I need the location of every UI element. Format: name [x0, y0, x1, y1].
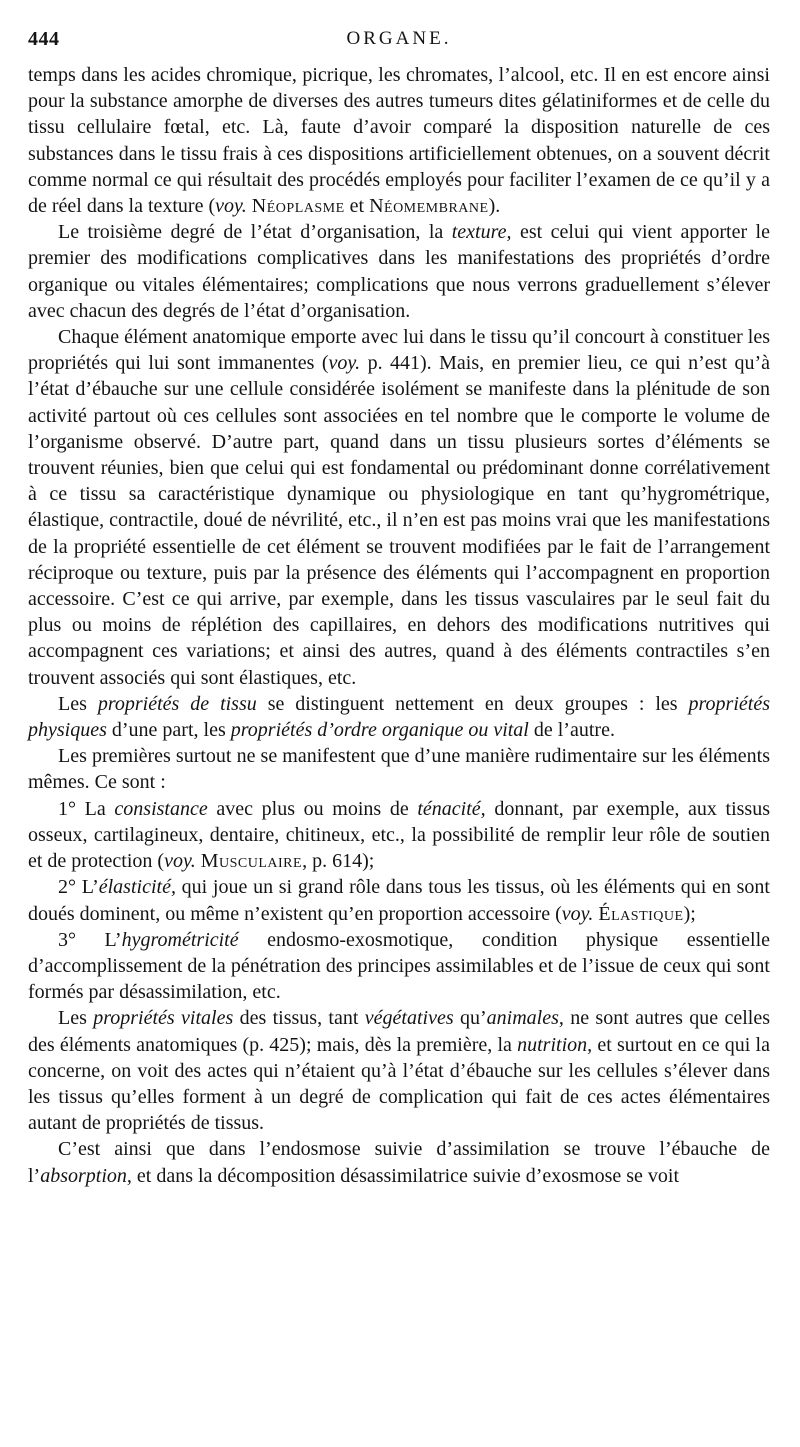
text-run: et dans la décomposition désassimilatrice suivie d’exosmose se voit	[131, 1164, 680, 1187]
text-run: Chaque élément anatomique emporte avec lui dans le tissu qu’il concourt à constituer les propriétés qui lui sont immanentes (	[28, 326, 770, 375]
text-run: des tissus, tant	[233, 1007, 365, 1030]
text-run: Les	[58, 692, 98, 715]
text-run: d’une part, les	[106, 719, 231, 742]
running-head: ORGANE.	[346, 28, 452, 49]
text-run: endosmo-exosmotique, condition physique essentielle d’accomplissement de la pénétration des principes assimilables et de l’issue de ceux qui sont formés par désassimilation, etc.	[28, 928, 770, 1004]
italic-text: voy.	[561, 902, 594, 925]
italic-text: élasticité,	[98, 876, 176, 899]
text-run: Les premières surtout ne se manifestent que d’une manière rudimentaire sur les éléments mêmes. Ce sont :	[28, 745, 770, 794]
italic-text: nutrition,	[517, 1033, 593, 1056]
italic-text: végétatives	[364, 1007, 454, 1030]
italic-text: propriétés physiques	[28, 692, 770, 742]
book-page	[28, 26, 770, 1189]
paragraph-p1	[28, 62, 770, 219]
text-run: avec plus ou moins de	[207, 797, 418, 820]
page-number: 444	[28, 28, 60, 50]
text-run: ne sont autres que celles des éléments anatomiques (p. 425); mais, dès la première, la	[28, 1007, 770, 1056]
paragraph-p3	[28, 324, 770, 691]
text-run: qui joue un si grand rôle dans tous les tissus, où les éléments qui en sont doués dominent, ou même n’existent qu’en proportion accessoire (	[28, 876, 770, 925]
italic-text: propriétés de tissu	[97, 692, 257, 715]
text-run: se distinguent nettement en deux groupes : les	[256, 692, 689, 715]
small-caps-reference: Néoplasme	[251, 195, 345, 218]
paragraph-p5	[28, 743, 770, 795]
italic-text: consistance	[114, 797, 208, 820]
italic-text: texture,	[451, 221, 512, 244]
page-header	[28, 26, 770, 56]
text-run: est celui qui vient apporter le premier des modifications complicatives dans les manifestations des propriétés d’ordre organique ou vitales élémentaires; complications que nous verrons graduellement s’élever avec chacun des degrés de l’état d’organisation.	[28, 221, 770, 322]
paragraph-p8	[28, 927, 770, 1006]
body-text	[28, 62, 770, 1189]
text-run: qu’	[453, 1007, 487, 1030]
paragraph-p10	[28, 1136, 770, 1188]
text-run: 2° L’	[58, 876, 99, 899]
italic-text: voy.	[164, 850, 196, 873]
italic-text: propriétés d’ordre organique ou vital	[230, 719, 529, 742]
paragraph-p6	[28, 796, 770, 875]
italic-text: ténacité,	[417, 797, 486, 820]
text-run: , p. 614);	[302, 850, 375, 873]
text-run: temps dans les acides chromique, picrique, les chromates, l’alcool, etc. Il en est encore ainsi pour la substance amorphe de diverses des autres tumeurs dites gélatiniformes et de celle du tissu cellulaire fœtal, etc. Là, faute d’avoir comparé la disposition naturelle de ces substances dans le tissu frais à ces dispositions artificiellement obtenues, on a souvent décrit comme normal ce qui résultait des procédés employés pour faciliter l’examen de ce qu’il y a de réel dans la texture (	[28, 64, 770, 218]
italic-text: propriétés vitales	[93, 1007, 234, 1030]
paragraph-p4	[28, 691, 770, 743]
text-run: Les	[58, 1007, 94, 1030]
text-run: et	[344, 195, 370, 218]
italic-text: absorption,	[40, 1164, 132, 1187]
text-run: Le troisième degré de l’état d’organisation, la	[58, 221, 452, 244]
text-run: ).	[488, 195, 501, 218]
text-run: 1° La	[58, 797, 115, 820]
paragraph-p7	[28, 874, 770, 926]
paragraph-p9	[28, 1005, 770, 1136]
small-caps-reference: Élastique	[598, 902, 684, 925]
text-run: donnant, par exemple, aux tissus osseux, cartilagineux, dentaire, chitineux, etc., la possibilité de remplir leur rôle de soutien et de protection (	[28, 797, 770, 873]
text-run: );	[683, 902, 696, 925]
italic-text: hygrométricité	[121, 928, 239, 951]
small-caps-reference: Musculaire	[200, 850, 303, 873]
italic-text: voy.	[328, 352, 361, 375]
text-run: C’est ainsi que dans l’endosmose suivie d’assimilation se trouve l’ébauche de l’	[28, 1138, 770, 1187]
text-run: de l’autre.	[528, 719, 615, 742]
text-run: 3° L’	[58, 928, 122, 951]
italic-text: animales,	[486, 1007, 564, 1030]
paragraph-p2	[28, 219, 770, 324]
small-caps-reference: Néomembrane	[369, 195, 489, 218]
italic-text: voy.	[215, 195, 247, 218]
text-run: p. 441). Mais, en premier lieu, ce qui n’est qu’à l’état d’ébauche sur une cellule considérée isolément se manifeste dans la plénitude de son activité partout où ces cellules sont associées en tel nombre que le comporte le volume de l’organisme observé. D’autre part, quand dans un tissu plusieurs sortes d’éléments se trouvent réunies, bien que celui qui est fondamental ou prédominant donne corrélativement à ce tissu sa caractéristique dynamique ou physiologique en tant qu’hygrométrique, élastique, contractile, doué de névrilité, etc., il n’en est pas moins vrai que les manifestations de la propriété essentielle de cet élément se trouvent modifiées par le fait de l’arrangement réciproque ou texture, puis par la présence des éléments qui l’accompagnent en proportion accessoire. C’est ce qui arrive, par exemple, dans les tissus vasculaires par le seul fait du plus ou moins de réplétion des capillaires, en dehors des modifications nutritives qui accompagnent ces variations; et ainsi des autres, quand à des éléments contractiles s’en trouvent associés qui sont élastiques, etc.	[28, 352, 770, 689]
text-run: et surtout en ce qui la concerne, on voit des actes qui n’étaient qu’à l’état d’ébauche sur les cellules s’élever dans les tissus qu’elles forment à un degré de complication qui fait de ces actes élémentaires autant de propriétés de tissus.	[28, 1033, 770, 1135]
